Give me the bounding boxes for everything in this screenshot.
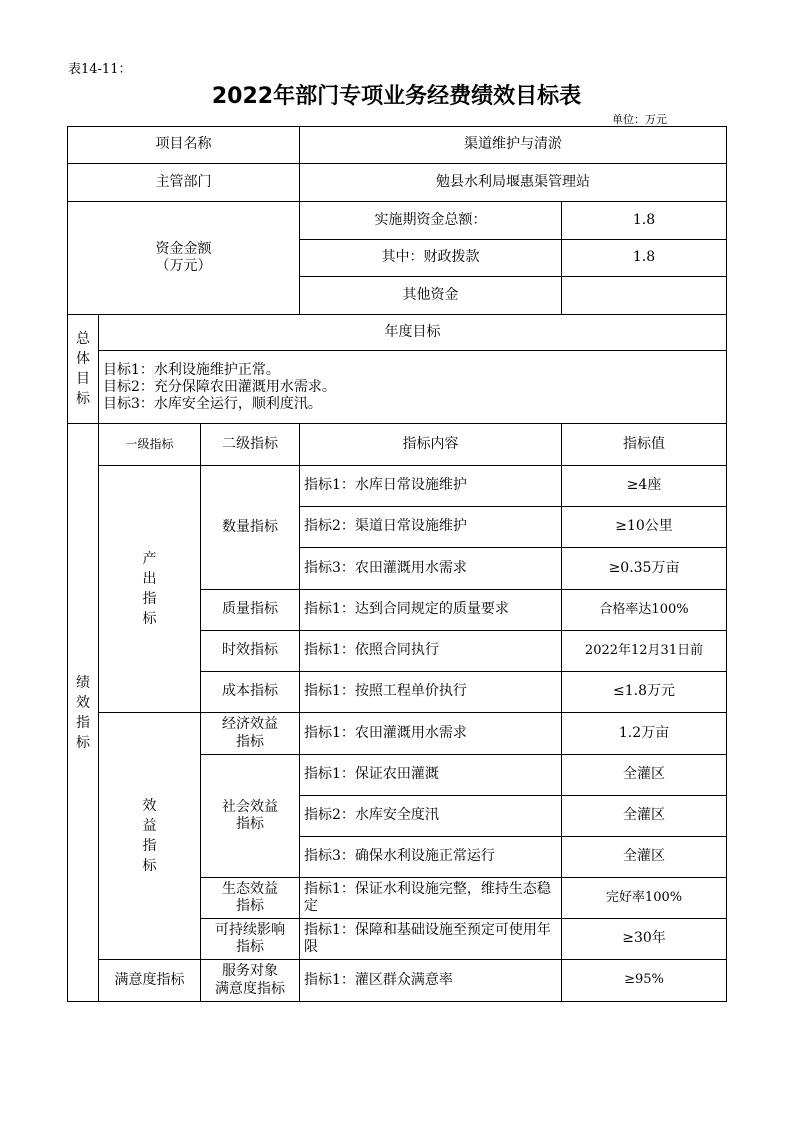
content-header: 指标内容 — [300, 424, 562, 466]
performance-indicator-label: 绩 效 指 标 — [68, 424, 99, 1002]
output-indicator-label: 产 出 指 标 — [99, 466, 201, 713]
indicator-content: 指标1：按照工程单价执行 — [300, 672, 562, 713]
indicator-content: 指标2：水库安全度汛 — [300, 796, 562, 837]
funds-label-line2: （万元） — [155, 258, 212, 274]
value-header: 指标值 — [562, 424, 727, 466]
indicator-value: ≥10公里 — [562, 507, 727, 548]
indicator-content: 指标1：水库日常设施维护 — [300, 466, 562, 507]
indicator-content: 指标3：确保水利设施正常运行 — [300, 837, 562, 878]
indicator-content: 指标1：保证水利设施完整，维持生态稳定 — [300, 878, 562, 919]
project-name-value: 渠道维护与清淤 — [300, 127, 727, 164]
indicator-content: 指标3：农田灌溉用水需求 — [300, 548, 562, 590]
social-benefit-indicator: 社会效益 指标 — [201, 755, 300, 878]
fiscal-funds-value: 1.8 — [562, 240, 727, 277]
ecological-benefit-indicator: 生态效益 指标 — [201, 878, 300, 919]
goal-2: 目标2：充分保障农田灌溉用水需求。 — [103, 378, 336, 395]
satisfaction-indicator-label: 满意度指标 — [99, 960, 201, 1002]
indicator-value: 全灌区 — [562, 837, 727, 878]
funds-label — [68, 202, 300, 315]
other-funds-label: 其他资金 — [300, 277, 562, 315]
goal-1: 目标1：水利设施维护正常。 — [103, 361, 280, 378]
annual-goals — [99, 351, 727, 424]
indicator-value: 全灌区 — [562, 796, 727, 837]
department-label: 主管部门 — [68, 164, 300, 202]
total-funds-value: 1.8 — [562, 202, 727, 240]
indicator-content: 指标1：灌区群众满意率 — [300, 960, 562, 1002]
indicator-content: 指标1：达到合同规定的质量要求 — [300, 590, 562, 631]
indicator-value: ≥30年 — [562, 919, 727, 960]
level1-header: 一级指标 — [99, 424, 201, 466]
indicator-content: 指标1：保证农田灌溉 — [300, 755, 562, 796]
indicator-value: 2022年12月31日前 — [562, 631, 727, 672]
annual-goal-header: 年度目标 — [99, 315, 727, 351]
indicator-value: ≥0.35万亩 — [562, 548, 727, 590]
fiscal-funds-label: 其中：财政拨款 — [300, 240, 562, 277]
indicator-value: ≤1.8万元 — [562, 672, 727, 713]
total-funds-label: 实施期资金总额： — [300, 202, 562, 240]
performance-target-table — [67, 126, 727, 1002]
indicator-value: 合格率达100% — [562, 590, 727, 631]
department-value: 勉县水利局堰惠渠管理站 — [300, 164, 727, 202]
unit-label: 单位：万元 — [612, 113, 667, 126]
level2-header: 二级指标 — [201, 424, 300, 466]
economic-benefit-indicator: 经济效益 指标 — [201, 713, 300, 755]
table-number: 表14-11： — [68, 62, 132, 77]
funds-label-line1: 资金金额 — [155, 240, 212, 257]
overall-goal-label: 总 体 目 标 — [68, 315, 99, 424]
indicator-content: 指标1：保障和基础设施至预定可使用年限 — [300, 919, 562, 960]
indicator-value: 1.2万亩 — [562, 713, 727, 755]
timeliness-indicator: 时效指标 — [201, 631, 300, 672]
indicator-value: ≥95% — [562, 960, 727, 1002]
project-name-label: 项目名称 — [68, 127, 300, 164]
sustainability-indicator: 可持续影响 指标 — [201, 919, 300, 960]
indicator-value: 全灌区 — [562, 755, 727, 796]
indicator-content: 指标2：渠道日常设施维护 — [300, 507, 562, 548]
service-satisfaction-indicator: 服务对象 满意度指标 — [201, 960, 300, 1002]
other-funds-value — [562, 277, 727, 315]
indicator-value: 完好率100% — [562, 878, 727, 919]
indicator-content: 指标1：依照合同执行 — [300, 631, 562, 672]
indicator-value: ≥4座 — [562, 466, 727, 507]
page-title: 2022年部门专项业务经费绩效目标表 — [211, 84, 582, 109]
quality-indicator: 质量指标 — [201, 590, 300, 631]
quantity-indicator: 数量指标 — [201, 466, 300, 590]
benefit-indicator-label: 效 益 指 标 — [99, 713, 201, 960]
indicator-content: 指标1：农田灌溉用水需求 — [300, 713, 562, 755]
cost-indicator: 成本指标 — [201, 672, 300, 713]
goal-3: 目标3：水库安全运行，顺利度汛。 — [103, 395, 322, 412]
